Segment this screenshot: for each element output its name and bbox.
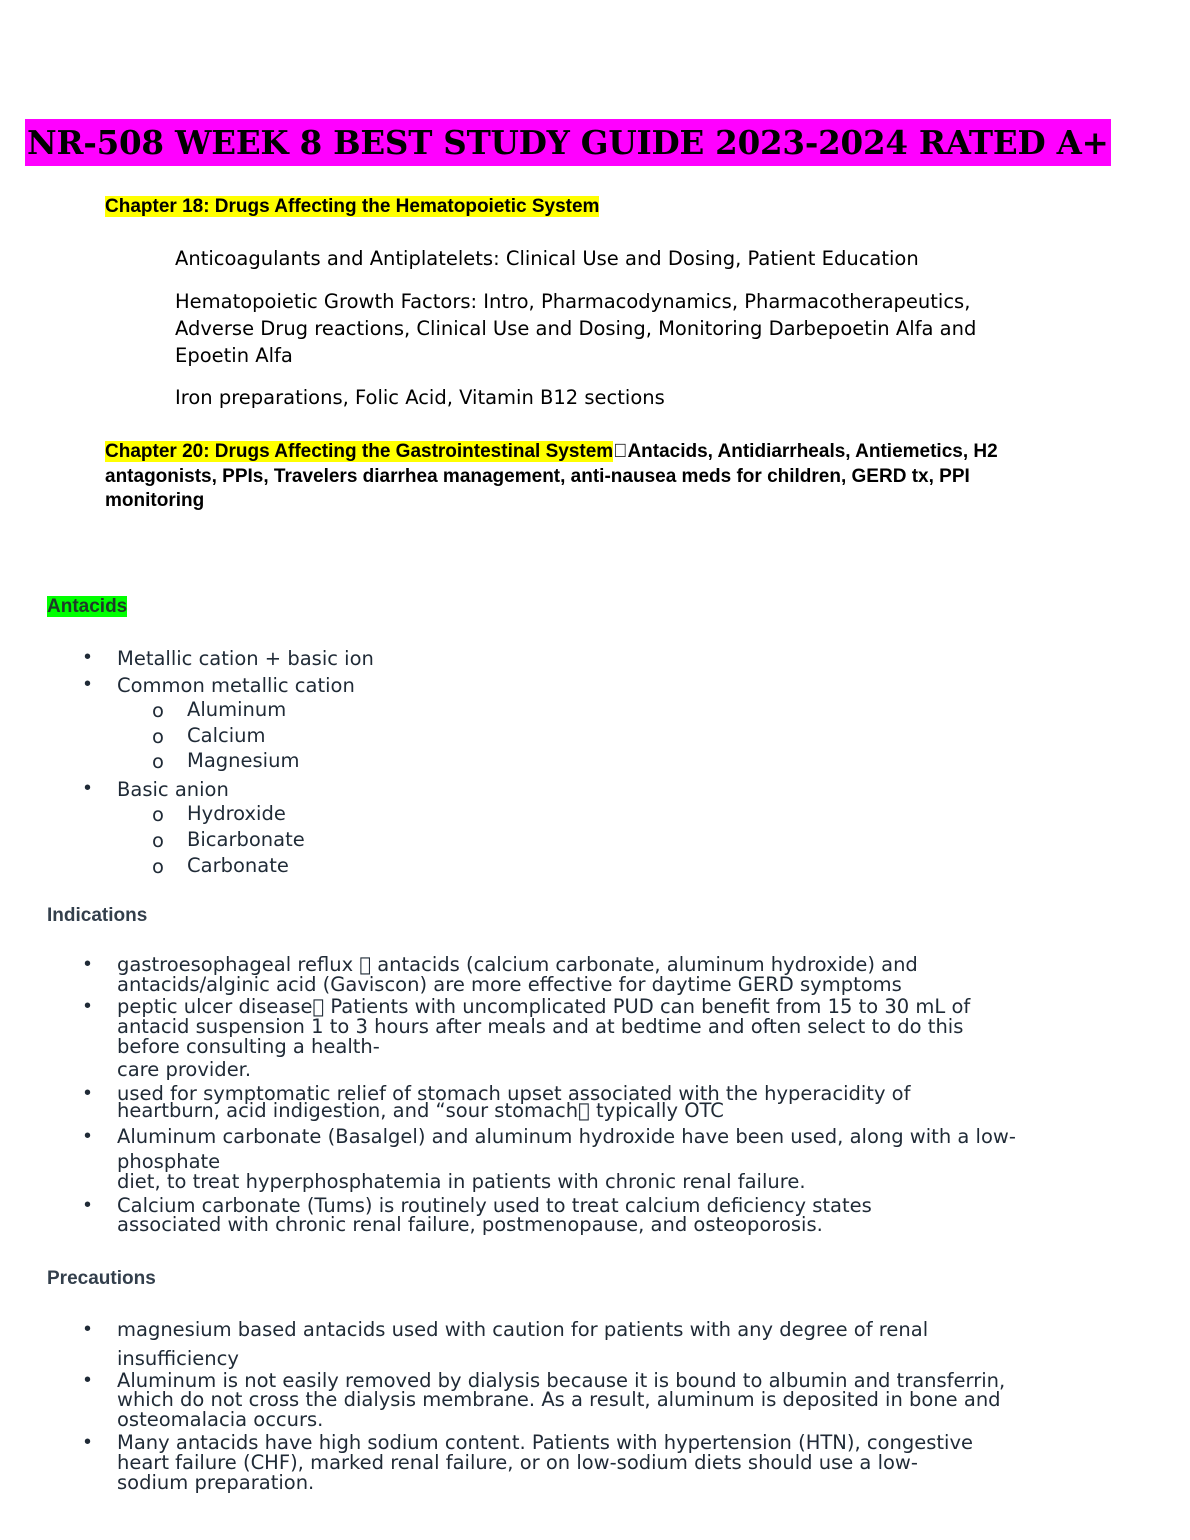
bullet-icon: •: [84, 1369, 92, 1391]
bullet-icon: •: [84, 1082, 92, 1104]
list-item-line: which do not cross the dialysis membrane. As a result, aluminum is deposited in bone and: [117, 1388, 1001, 1411]
chapter-18-item: Adverse Drug reactions, Clinical Use and Dosing, Monitoring Darbepoetin Alfa and: [175, 317, 977, 340]
list-item-line: insufficiency: [117, 1347, 239, 1370]
precautions-heading: Precautions: [47, 1268, 156, 1289]
sub-bullet-icon: o: [152, 699, 164, 722]
list-item-line: Many antacids have high sodium content. Patients with hypertension (HTN), congestive: [117, 1431, 974, 1454]
sub-list-item: Aluminum: [187, 698, 287, 721]
chapter-18-heading-text: Chapter 18: Drugs Affecting the Hematopoietic System: [105, 196, 600, 217]
list-item-line: sodium preparation.: [117, 1471, 315, 1494]
list-item-line: heartburn, acid indigestion, and “sour stomach typically OTC: [117, 1099, 713, 1122]
sub-bullet-icon: o: [152, 829, 164, 852]
list-item-line: before consulting a health-: [117, 1035, 380, 1058]
list-item-line: gastroesophageal reflux antacids (calcium carbonate, aluminum hydroxide) and: [117, 953, 900, 976]
list-item-line: antacids/alginic acid (Gaviscon) are more effective for daytime GERD symptoms: [117, 973, 902, 996]
bullet-icon: •: [84, 646, 92, 668]
chapter-18-item: Iron preparations, Folic Acid, Vitamin B12 sections: [175, 386, 665, 409]
bullet-icon: •: [84, 953, 92, 975]
sub-list-item: Magnesium: [187, 749, 300, 772]
chapter-20-heading-text: Chapter 20: Drugs Affecting the Gastrointestinal System: [105, 441, 614, 462]
indications-heading: Indications: [47, 905, 148, 926]
list-item-line: used for symptomatic relief of stomach upset associated with the hyperacidity of: [117, 1082, 911, 1105]
antacids-heading: [47, 596, 127, 618]
sub-list-item: Hydroxide: [187, 802, 286, 825]
list-item: Basic anion: [117, 778, 229, 801]
bullet-icon: •: [84, 673, 92, 695]
chapter-20-topics-line: antagonists, PPIs, Travelers diarrhea management, anti-nausea meds for children, GERD tx, PPI: [105, 466, 970, 487]
list-item-line: care provider.: [117, 1058, 252, 1081]
list-item-line: associated with chronic renal failure, postmenopause, and osteoporosis.: [117, 1213, 823, 1236]
document-title: NR-508 WEEK 8 BEST STUDY GUIDE 2023-2024 RATED A+: [25, 119, 1111, 166]
sub-list-item: Calcium: [187, 724, 266, 747]
list-item-line: Aluminum carbonate (Basalgel) and aluminum hydroxide have been used, along with a low-: [117, 1125, 1016, 1148]
sub-bullet-icon: o: [152, 855, 164, 878]
sub-bullet-icon: o: [152, 725, 164, 748]
list-item: Metallic cation + basic ion: [117, 647, 374, 670]
bullet-icon: •: [84, 995, 92, 1017]
bullet-icon: •: [84, 1194, 92, 1216]
sub-bullet-icon: o: [152, 803, 164, 826]
list-item: Common metallic cation: [117, 674, 355, 697]
chapter-20-heading: [105, 441, 998, 463]
bullet-icon: •: [84, 1318, 92, 1340]
sub-bullet-icon: o: [152, 750, 164, 773]
list-item-line: magnesium based antacids used with caution for patients with any degree of renal: [117, 1318, 929, 1341]
chapter-20-topics: Antacids, Antidiarrheals, Antiemetics, H2: [613, 441, 989, 462]
chapter-20-topics-line: monitoring: [105, 490, 205, 511]
bullet-icon: •: [84, 777, 92, 799]
list-item-line: antacid suspension 1 to 3 hours after meals and at bedtime and often select to do this: [117, 1015, 964, 1038]
chapter-18-item: Anticoagulants and Antiplatelets: Clinical Use and Dosing, Patient Education: [175, 247, 919, 270]
antacids-heading-text: Antacids: [47, 596, 128, 617]
list-item-line: diet, to treat hyperphosphatemia in patients with chronic renal failure.: [117, 1170, 806, 1193]
list-item-line: phosphate: [117, 1150, 221, 1173]
sub-list-item: Bicarbonate: [187, 828, 305, 851]
list-item-line: heart failure (CHF), marked renal failure, or on low-sodium diets should use a low-: [117, 1451, 918, 1474]
chapter-18-item: Hematopoietic Growth Factors: Intro, Pharmacodynamics, Pharmacotherapeutics,: [175, 290, 971, 313]
sub-list-item: Carbonate: [187, 854, 289, 877]
list-item-line: osteomalacia occurs.: [117, 1408, 324, 1431]
bullet-icon: •: [84, 1125, 92, 1147]
chapter-18-heading: [105, 196, 599, 218]
list-item-line: Aluminum is not easily removed by dialysis because it is bound to albumin and transferrin,: [117, 1369, 1006, 1392]
list-item-line: peptic ulcer disease Patients with uncomplicated PUD can benefit from 15 to 30 mL of: [117, 995, 959, 1018]
bullet-icon: •: [84, 1431, 92, 1453]
list-item-line: Calcium carbonate (Tums) is routinely used to treat calcium deficiency states: [117, 1194, 872, 1217]
chapter-18-item: Epoetin Alfa: [175, 344, 293, 367]
